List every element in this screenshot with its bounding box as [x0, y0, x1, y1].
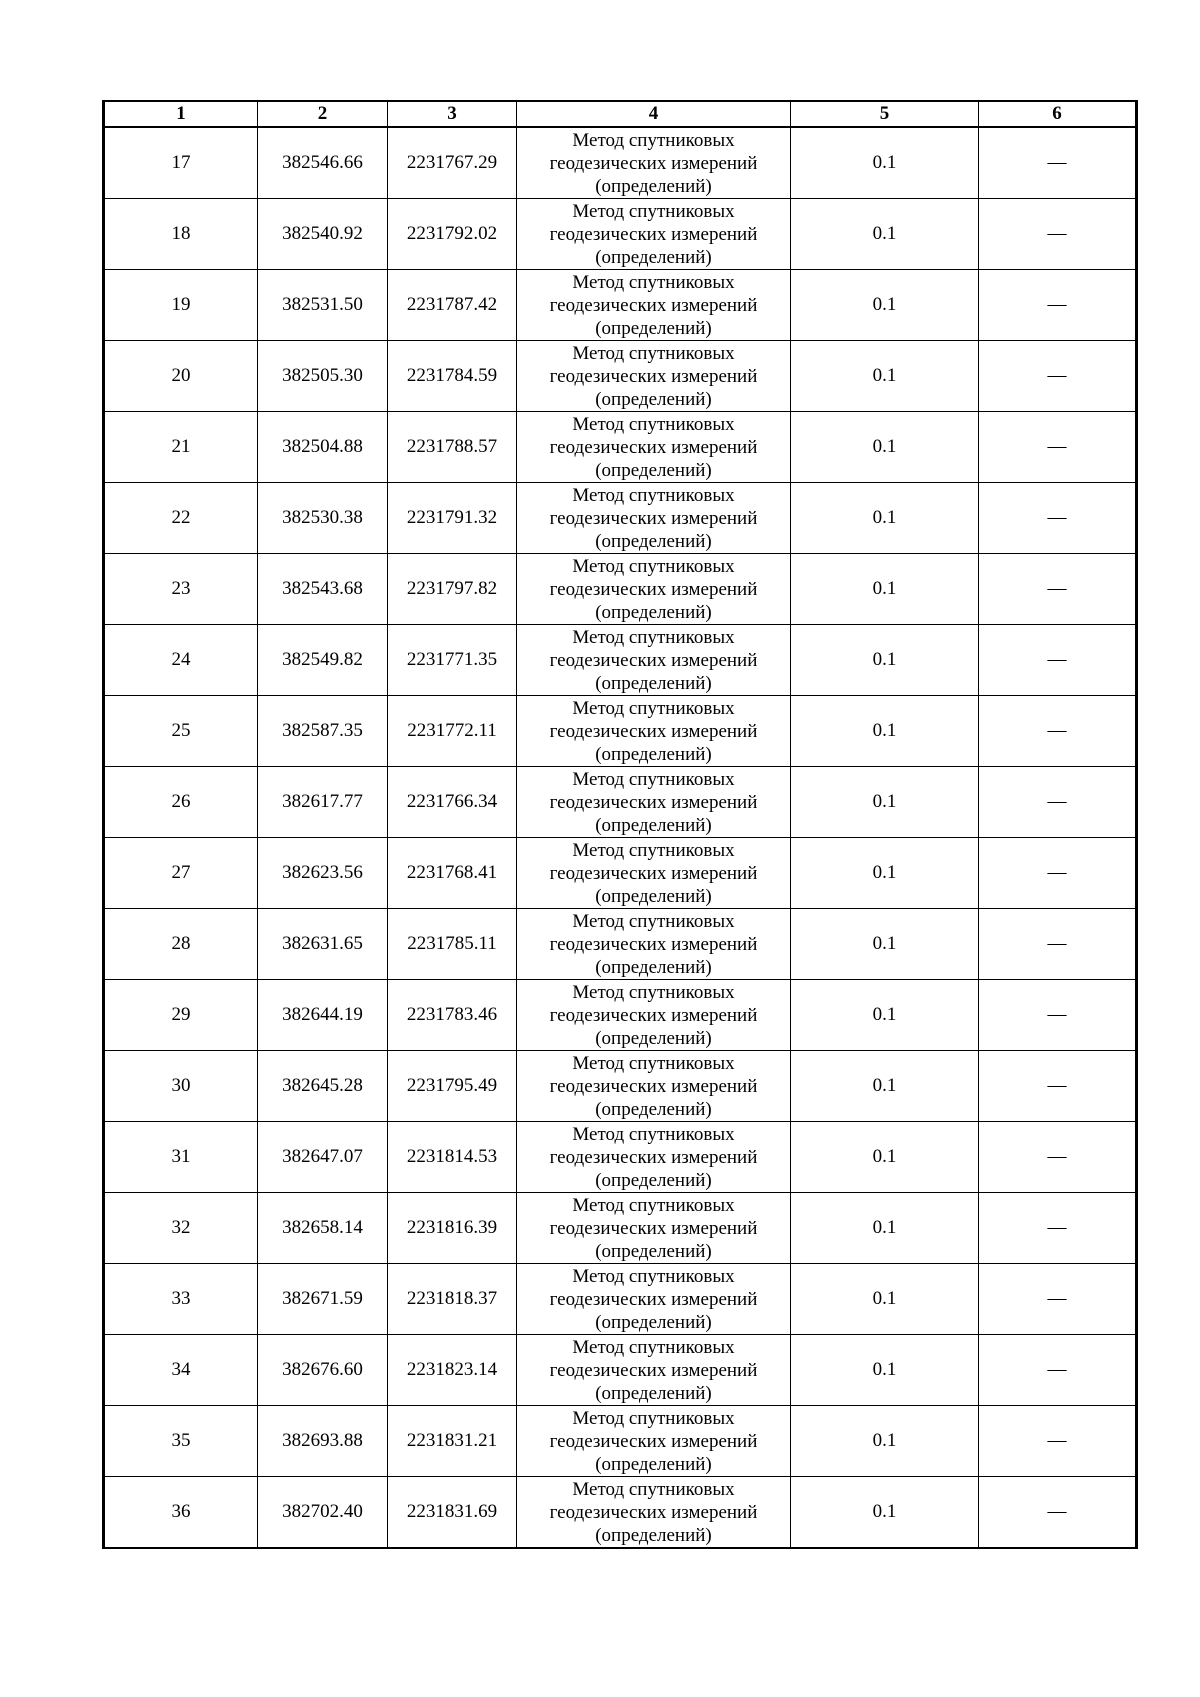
x-coordinate-cell: 382658.14 — [258, 1193, 388, 1264]
table-row — [104, 1406, 1137, 1477]
note-cell: — — [979, 199, 1137, 270]
y-coordinate-cell: 2231814.53 — [388, 1122, 517, 1193]
method-line: геодезических измерений — [549, 436, 758, 458]
method-line: (определений) — [595, 388, 712, 410]
accuracy-cell: 0.1 — [791, 1335, 979, 1406]
table-row — [104, 696, 1137, 767]
method-line: Метод спутниковых — [572, 839, 735, 861]
method-line: (определений) — [595, 1382, 712, 1404]
note-cell: — — [979, 483, 1137, 554]
accuracy-cell: 0.1 — [791, 199, 979, 270]
table-row — [104, 341, 1137, 412]
method-line: (определений) — [595, 1169, 712, 1191]
method-line: (определений) — [595, 1027, 712, 1049]
method-line: (определений) — [595, 530, 712, 552]
point-number-cell: 21 — [104, 412, 258, 483]
method-line: (определений) — [595, 956, 712, 978]
method-line: геодезических измерений — [549, 1501, 758, 1523]
method-line: Метод спутниковых — [572, 271, 735, 293]
point-number-cell: 26 — [104, 767, 258, 838]
accuracy-cell: 0.1 — [791, 1406, 979, 1477]
table-row — [104, 909, 1137, 980]
x-coordinate-cell: 382531.50 — [258, 270, 388, 341]
table-row — [104, 838, 1137, 909]
note-cell: — — [979, 909, 1137, 980]
table-row — [104, 1122, 1137, 1193]
method-line: Метод спутниковых — [572, 697, 735, 719]
method-line: (определений) — [595, 459, 712, 481]
method-cell — [517, 554, 791, 625]
method-line: геодезических измерений — [549, 365, 758, 387]
method-line: геодезических измерений — [549, 1288, 758, 1310]
method-cell — [517, 1335, 791, 1406]
y-coordinate-cell: 2231784.59 — [388, 341, 517, 412]
point-number-cell: 23 — [104, 554, 258, 625]
note-cell: — — [979, 270, 1137, 341]
method-line: Метод спутниковых — [572, 981, 735, 1003]
x-coordinate-cell: 382676.60 — [258, 1335, 388, 1406]
x-coordinate-cell: 382546.66 — [258, 127, 388, 199]
accuracy-cell: 0.1 — [791, 270, 979, 341]
method-cell — [517, 483, 791, 554]
method-line: Метод спутниковых — [572, 484, 735, 506]
x-coordinate-cell: 382617.77 — [258, 767, 388, 838]
column-header-5: 5 — [791, 101, 979, 127]
method-line: геодезических измерений — [549, 152, 758, 174]
y-coordinate-cell: 2231767.29 — [388, 127, 517, 199]
method-line: (определений) — [595, 814, 712, 836]
table-row — [104, 554, 1137, 625]
y-coordinate-cell: 2231787.42 — [388, 270, 517, 341]
note-cell: — — [979, 980, 1137, 1051]
x-coordinate-cell: 382587.35 — [258, 696, 388, 767]
accuracy-cell: 0.1 — [791, 1122, 979, 1193]
method-cell — [517, 1406, 791, 1477]
method-line: геодезических измерений — [549, 1359, 758, 1381]
method-line: геодезических измерений — [549, 1430, 758, 1452]
method-line: Метод спутниковых — [572, 413, 735, 435]
note-cell: — — [979, 838, 1137, 909]
method-cell — [517, 625, 791, 696]
method-line: (определений) — [595, 175, 712, 197]
method-line: (определений) — [595, 672, 712, 694]
method-line: (определений) — [595, 1098, 712, 1120]
y-coordinate-cell: 2231818.37 — [388, 1264, 517, 1335]
accuracy-cell: 0.1 — [791, 625, 979, 696]
accuracy-cell: 0.1 — [791, 1477, 979, 1549]
x-coordinate-cell: 382693.88 — [258, 1406, 388, 1477]
method-cell — [517, 199, 791, 270]
method-line: Метод спутниковых — [572, 1194, 735, 1216]
accuracy-cell: 0.1 — [791, 341, 979, 412]
method-line: геодезических измерений — [549, 862, 758, 884]
method-cell — [517, 1193, 791, 1264]
point-number-cell: 19 — [104, 270, 258, 341]
method-cell — [517, 127, 791, 199]
point-number-cell: 36 — [104, 1477, 258, 1549]
method-line: (определений) — [595, 601, 712, 623]
x-coordinate-cell: 382647.07 — [258, 1122, 388, 1193]
y-coordinate-cell: 2231791.32 — [388, 483, 517, 554]
method-line: геодезических измерений — [549, 1075, 758, 1097]
x-coordinate-cell: 382623.56 — [258, 838, 388, 909]
method-line: (определений) — [595, 246, 712, 268]
method-line: Метод спутниковых — [572, 342, 735, 364]
x-coordinate-cell: 382671.59 — [258, 1264, 388, 1335]
method-line: (определений) — [595, 1240, 712, 1262]
note-cell: — — [979, 412, 1137, 483]
note-cell: — — [979, 767, 1137, 838]
method-cell — [517, 341, 791, 412]
table-row — [104, 1051, 1137, 1122]
method-cell — [517, 1264, 791, 1335]
method-cell — [517, 1122, 791, 1193]
accuracy-cell: 0.1 — [791, 483, 979, 554]
method-line: геодезических измерений — [549, 1146, 758, 1168]
note-cell: — — [979, 554, 1137, 625]
header-row — [104, 101, 1137, 127]
point-number-cell: 29 — [104, 980, 258, 1051]
method-line: Метод спутниковых — [572, 1052, 735, 1074]
accuracy-cell: 0.1 — [791, 412, 979, 483]
method-cell — [517, 696, 791, 767]
y-coordinate-cell: 2231831.69 — [388, 1477, 517, 1549]
y-coordinate-cell: 2231792.02 — [388, 199, 517, 270]
y-coordinate-cell: 2231831.21 — [388, 1406, 517, 1477]
point-number-cell: 34 — [104, 1335, 258, 1406]
method-line: Метод спутниковых — [572, 1407, 735, 1429]
method-line: геодезических измерений — [549, 223, 758, 245]
note-cell: — — [979, 1122, 1137, 1193]
x-coordinate-cell: 382549.82 — [258, 625, 388, 696]
method-line: геодезических измерений — [549, 1217, 758, 1239]
note-cell: — — [979, 1335, 1137, 1406]
table-body — [104, 127, 1137, 1548]
table-row — [104, 412, 1137, 483]
point-number-cell: 20 — [104, 341, 258, 412]
method-line: геодезических измерений — [549, 791, 758, 813]
method-cell — [517, 412, 791, 483]
accuracy-cell: 0.1 — [791, 1051, 979, 1122]
method-line: (определений) — [595, 1453, 712, 1475]
table-row — [104, 270, 1137, 341]
method-cell — [517, 270, 791, 341]
method-line: Метод спутниковых — [572, 1336, 735, 1358]
accuracy-cell: 0.1 — [791, 1264, 979, 1335]
point-number-cell: 35 — [104, 1406, 258, 1477]
note-cell: — — [979, 1264, 1137, 1335]
method-line: Метод спутниковых — [572, 768, 735, 790]
y-coordinate-cell: 2231783.46 — [388, 980, 517, 1051]
y-coordinate-cell: 2231797.82 — [388, 554, 517, 625]
method-line: (определений) — [595, 317, 712, 339]
column-header-4: 4 — [517, 101, 791, 127]
column-header-2: 2 — [258, 101, 388, 127]
method-line: геодезических измерений — [549, 507, 758, 529]
y-coordinate-cell: 2231771.35 — [388, 625, 517, 696]
y-coordinate-cell: 2231772.11 — [388, 696, 517, 767]
table-row — [104, 127, 1137, 199]
method-cell — [517, 838, 791, 909]
y-coordinate-cell: 2231823.14 — [388, 1335, 517, 1406]
note-cell: — — [979, 696, 1137, 767]
method-cell — [517, 1477, 791, 1549]
table-row — [104, 1477, 1137, 1549]
x-coordinate-cell: 382644.19 — [258, 980, 388, 1051]
table-row — [104, 1193, 1137, 1264]
column-header-6: 6 — [979, 101, 1137, 127]
accuracy-cell: 0.1 — [791, 554, 979, 625]
note-cell: — — [979, 1193, 1137, 1264]
note-cell: — — [979, 1406, 1137, 1477]
method-cell — [517, 767, 791, 838]
point-number-cell: 22 — [104, 483, 258, 554]
note-cell: — — [979, 1477, 1137, 1549]
note-cell: — — [979, 625, 1137, 696]
accuracy-cell: 0.1 — [791, 127, 979, 199]
method-line: (определений) — [595, 1311, 712, 1333]
accuracy-cell: 0.1 — [791, 696, 979, 767]
note-cell: — — [979, 1051, 1137, 1122]
point-number-cell: 33 — [104, 1264, 258, 1335]
table-header — [104, 101, 1137, 127]
table-row — [104, 980, 1137, 1051]
point-number-cell: 31 — [104, 1122, 258, 1193]
x-coordinate-cell: 382504.88 — [258, 412, 388, 483]
method-line: геодезических измерений — [549, 649, 758, 671]
y-coordinate-cell: 2231788.57 — [388, 412, 517, 483]
method-line: Метод спутниковых — [572, 1265, 735, 1287]
note-cell: — — [979, 341, 1137, 412]
method-line: геодезических измерений — [549, 578, 758, 600]
coordinates-table — [102, 100, 1138, 1549]
x-coordinate-cell: 382505.30 — [258, 341, 388, 412]
method-line: Метод спутниковых — [572, 200, 735, 222]
method-cell — [517, 1051, 791, 1122]
x-coordinate-cell: 382702.40 — [258, 1477, 388, 1549]
x-coordinate-cell: 382645.28 — [258, 1051, 388, 1122]
accuracy-cell: 0.1 — [791, 1193, 979, 1264]
accuracy-cell: 0.1 — [791, 909, 979, 980]
method-line: геодезических измерений — [549, 1004, 758, 1026]
table-row — [104, 1264, 1137, 1335]
point-number-cell: 28 — [104, 909, 258, 980]
method-line: Метод спутниковых — [572, 910, 735, 932]
y-coordinate-cell: 2231795.49 — [388, 1051, 517, 1122]
note-cell: — — [979, 127, 1137, 199]
y-coordinate-cell: 2231816.39 — [388, 1193, 517, 1264]
x-coordinate-cell: 382543.68 — [258, 554, 388, 625]
method-line: (определений) — [595, 885, 712, 907]
table-row — [104, 199, 1137, 270]
method-line: Метод спутниковых — [572, 129, 735, 151]
y-coordinate-cell: 2231785.11 — [388, 909, 517, 980]
method-line: Метод спутниковых — [572, 555, 735, 577]
point-number-cell: 25 — [104, 696, 258, 767]
point-number-cell: 17 — [104, 127, 258, 199]
point-number-cell: 30 — [104, 1051, 258, 1122]
table-row — [104, 483, 1137, 554]
point-number-cell: 18 — [104, 199, 258, 270]
method-line: (определений) — [595, 1524, 712, 1546]
column-header-1: 1 — [104, 101, 258, 127]
point-number-cell: 24 — [104, 625, 258, 696]
accuracy-cell: 0.1 — [791, 980, 979, 1051]
method-cell — [517, 909, 791, 980]
table-row — [104, 1335, 1137, 1406]
table-row — [104, 767, 1137, 838]
point-number-cell: 27 — [104, 838, 258, 909]
method-line: Метод спутниковых — [572, 626, 735, 648]
accuracy-cell: 0.1 — [791, 767, 979, 838]
x-coordinate-cell: 382530.38 — [258, 483, 388, 554]
table-row — [104, 625, 1137, 696]
column-header-3: 3 — [388, 101, 517, 127]
method-line: геодезических измерений — [549, 933, 758, 955]
accuracy-cell: 0.1 — [791, 838, 979, 909]
x-coordinate-cell: 382631.65 — [258, 909, 388, 980]
point-number-cell: 32 — [104, 1193, 258, 1264]
method-line: геодезических измерений — [549, 720, 758, 742]
method-line: геодезических измерений — [549, 294, 758, 316]
y-coordinate-cell: 2231768.41 — [388, 838, 517, 909]
x-coordinate-cell: 382540.92 — [258, 199, 388, 270]
method-cell — [517, 980, 791, 1051]
method-line: (определений) — [595, 743, 712, 765]
method-line: Метод спутниковых — [572, 1123, 735, 1145]
y-coordinate-cell: 2231766.34 — [388, 767, 517, 838]
method-line: Метод спутниковых — [572, 1478, 735, 1500]
